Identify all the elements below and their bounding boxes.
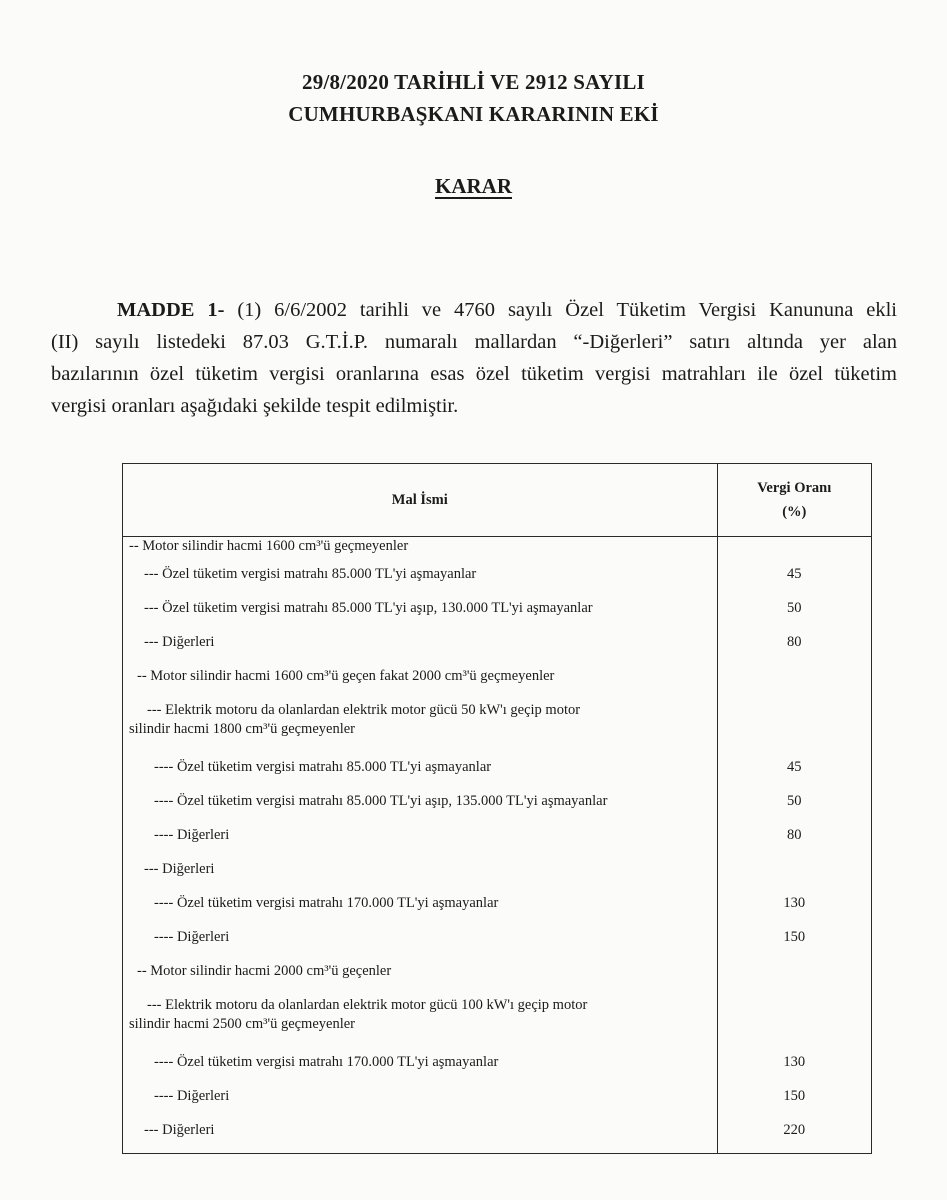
article-paragraph	[51, 294, 897, 422]
table-row	[123, 954, 872, 988]
table-row	[123, 988, 872, 1045]
row-name: ---- Özel tüketim vergisi matrahı 170.000 TL'yi aşmayanlar	[154, 1054, 499, 1070]
article-label: MADDE 1-	[117, 299, 225, 321]
row-rate: 80	[787, 827, 802, 843]
column-header-tax-rate	[717, 464, 871, 537]
row-rate	[718, 537, 871, 545]
row-rate: 150	[783, 929, 806, 945]
table-row	[123, 750, 872, 784]
table-row	[123, 659, 872, 693]
row-name: --- Özel tüketim vergisi matrahı 85.000 TL'yi aşıp, 130.000 TL'yi aşmayanlar	[144, 600, 593, 616]
row-name: --- Özel tüketim vergisi matrahı 85.000 TL'yi aşmayanlar	[144, 566, 477, 582]
row-rate: 45	[787, 566, 802, 582]
table-row	[123, 818, 872, 852]
row-name-continued: silindir hacmi 2500 cm³'ü geçmeyenler	[129, 1016, 356, 1032]
row-name: -- Motor silindir hacmi 2000 cm³'ü geçenler	[137, 963, 392, 979]
table-row	[123, 1045, 872, 1079]
table-row	[123, 852, 872, 886]
article-line-3: bazılarının özel tüketim vergisi oranlarına esas özel tüketim vergisi matrahları ile özel tüketim	[51, 363, 897, 385]
row-name: ---- Diğerleri	[154, 827, 230, 843]
title-line-1: 29/8/2020 TARİHLİ VE 2912 SAYILI	[302, 70, 645, 94]
row-rate	[718, 954, 871, 962]
row-rate	[718, 659, 871, 667]
row-name: --- Diğerleri	[144, 861, 215, 877]
row-name: --- Elektrik motoru da olanlardan elektrik motor gücü 50 kW'ı geçip motor	[147, 702, 581, 718]
column-header-goods-name: Mal İsmi	[123, 464, 718, 537]
karar-heading-text: KARAR	[435, 174, 512, 198]
row-rate: 80	[787, 634, 802, 650]
article-line-4: vergisi oranları aşağıdaki şekilde tespit edilmiştir.	[51, 395, 459, 417]
table-row	[123, 557, 872, 591]
table-row	[123, 625, 872, 659]
row-rate: 130	[783, 895, 806, 911]
article-line-2: (II) sayılı listedeki 87.03 G.T.İ.P. numaralı mallardan “-Diğerleri” satırı altında yer alan	[51, 331, 897, 353]
karar-heading	[0, 170, 947, 202]
row-name: ---- Diğerleri	[154, 1088, 230, 1104]
title-line-2: CUMHURBAŞKANI KARARININ EKİ	[288, 102, 659, 126]
row-name: ---- Özel tüketim vergisi matrahı 85.000 TL'yi aşıp, 135.000 TL'yi aşmayanlar	[154, 793, 608, 809]
table-row	[123, 886, 872, 920]
row-name: --- Diğerleri	[144, 1122, 215, 1138]
row-rate	[718, 852, 871, 860]
article-line-1	[51, 294, 897, 326]
row-name: ---- Özel tüketim vergisi matrahı 170.000 TL'yi aşmayanlar	[154, 895, 499, 911]
table-row	[123, 537, 872, 558]
row-rate: 220	[783, 1122, 806, 1138]
row-rate: 50	[787, 600, 802, 616]
table-header-row	[123, 464, 872, 537]
table-row	[123, 920, 872, 954]
table-row	[123, 1113, 872, 1154]
row-name-continued: silindir hacmi 1800 cm³'ü geçmeyenler	[129, 721, 356, 737]
article-line-1-text: (1) 6/6/2002 tarihli ve 4760 sayılı Özel Tüketim Vergisi Kanununa ekli	[224, 299, 897, 321]
tax-rate-header-line-1: Vergi Oranı	[757, 480, 832, 496]
table-row	[123, 693, 872, 750]
row-rate	[718, 988, 871, 996]
row-rate: 130	[783, 1054, 806, 1070]
tax-rate-header-line-2: (%)	[782, 504, 807, 520]
row-rate: 150	[783, 1088, 806, 1104]
row-rate: 50	[787, 793, 802, 809]
table-row	[123, 1079, 872, 1113]
table-row	[123, 784, 872, 818]
table-row	[123, 591, 872, 625]
row-name: --- Elektrik motoru da olanlardan elektrik motor gücü 100 kW'ı geçip motor	[147, 997, 588, 1013]
row-name: ---- Diğerleri	[154, 929, 230, 945]
row-name: ---- Özel tüketim vergisi matrahı 85.000 TL'yi aşmayanlar	[154, 759, 492, 775]
row-rate	[718, 693, 871, 701]
row-rate: 45	[787, 759, 802, 775]
row-name: --- Diğerleri	[144, 634, 215, 650]
row-name: -- Motor silindir hacmi 1600 cm³'ü geçmeyenler	[129, 538, 409, 554]
tax-rate-table	[122, 463, 872, 1154]
row-name: -- Motor silindir hacmi 1600 cm³'ü geçen fakat 2000 cm³'ü geçmeyenler	[137, 668, 555, 684]
